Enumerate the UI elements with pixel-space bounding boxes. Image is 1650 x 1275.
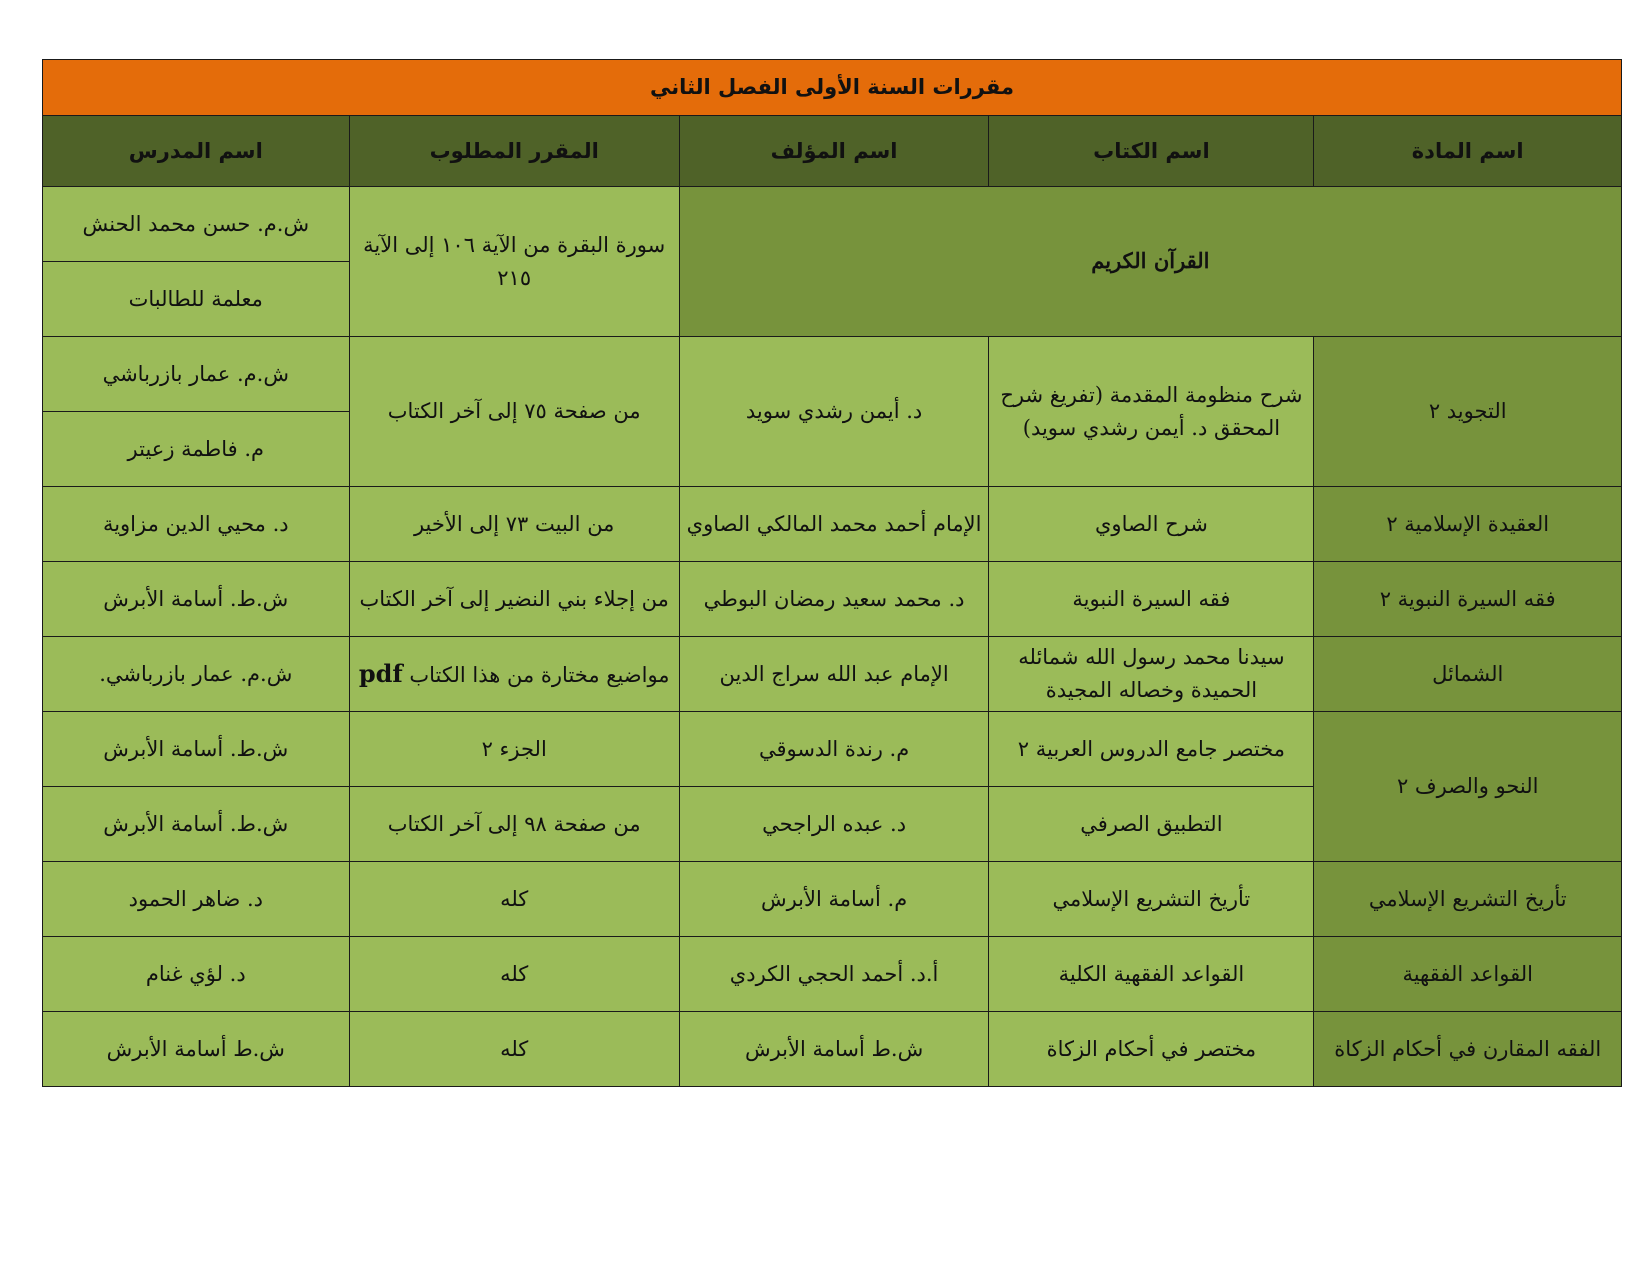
shamail-subject: الشمائل [1314,637,1622,712]
nahw-book-2: التطبيق الصرفي [989,787,1314,862]
quran-teacher-2: معلمة للطالبات [43,262,350,337]
table-row-qawaid [43,937,1622,1012]
shamail-required-text: مواضيع مختارة من هذا الكتاب [409,663,670,688]
zakat-teacher: ش.ط أسامة الأبرش [43,1012,350,1087]
header-required: المقرر المطلوب [349,116,679,187]
nahw-required-1: الجزء ٢ [349,712,679,787]
header-author: اسم المؤلف [679,116,989,187]
table-row-quran [43,187,1622,262]
header-subject: اسم المادة [1314,116,1622,187]
zakat-author: ش.ط أسامة الأبرش [679,1012,989,1087]
qawaid-author: أ.د. أحمد الحجي الكردي [679,937,989,1012]
tashree-book: تأريخ التشريع الإسلامي [989,862,1314,937]
seerah-book: فقه السيرة النبوية [989,562,1314,637]
shamail-author: الإمام عبد الله سراج الدين [679,637,989,712]
table-title: مقررات السنة الأولى الفصل الثاني [43,60,1622,116]
qawaid-required: كله [349,937,679,1012]
course-schedule [42,59,1622,1087]
seerah-subject: فقه السيرة النبوية ٢ [1314,562,1622,637]
table-row-shamail [43,637,1622,712]
nahw-book-1: مختصر جامع الدروس العربية ٢ [989,712,1314,787]
table-row-aqeedah [43,487,1622,562]
table-row-tashree [43,862,1622,937]
qawaid-teacher: د. لؤي غنام [43,937,350,1012]
shamail-book: سيدنا محمد رسول الله شمائله الحميدة وخصاله المجيدة [989,637,1314,712]
seerah-author: د. محمد سعيد رمضان البوطي [679,562,989,637]
tajweed-subject: التجويد ٢ [1314,337,1622,487]
tashree-teacher: د. ضاهر الحمود [43,862,350,937]
title-row [43,60,1622,116]
nahw-required-2: من صفحة ٩٨ إلى آخر الكتاب [349,787,679,862]
quran-required: سورة البقرة من الآية ١٠٦ إلى الآية ٢١٥ [349,187,679,337]
shamail-required-pdf: pdf [358,659,403,689]
header-book: اسم الكتاب [989,116,1314,187]
tajweed-book: شرح منظومة المقدمة (تفريغ شرح المحقق د. أيمن رشدي سويد) [989,337,1314,487]
shamail-required [349,637,679,712]
nahw-teacher-2: ش.ط. أسامة الأبرش [43,787,350,862]
zakat-subject: الفقه المقارن في أحكام الزكاة [1314,1012,1622,1087]
table-row-seerah [43,562,1622,637]
qawaid-book: القواعد الفقهية الكلية [989,937,1314,1012]
aqeedah-author: الإمام أحمد محمد المالكي الصاوي [679,487,989,562]
nahw-author-2: د. عبده الراجحي [679,787,989,862]
tajweed-required: من صفحة ٧٥ إلى آخر الكتاب [349,337,679,487]
header-row [43,116,1622,187]
aqeedah-required: من البيت ٧٣ إلى الأخير [349,487,679,562]
aqeedah-teacher: د. محيي الدين مزاوية [43,487,350,562]
header-teacher: اسم المدرس [43,116,350,187]
quran-label: القرآن الكريم [679,187,1621,337]
courses-table [42,59,1622,1087]
tajweed-author: د. أيمن رشدي سويد [679,337,989,487]
aqeedah-subject: العقيدة الإسلامية ٢ [1314,487,1622,562]
tashree-author: م. أسامة الأبرش [679,862,989,937]
table-row-nahw [43,712,1622,787]
zakat-book: مختصر في أحكام الزكاة [989,1012,1314,1087]
tashree-subject: تأريخ التشريع الإسلامي [1314,862,1622,937]
zakat-required: كله [349,1012,679,1087]
nahw-teacher-1: ش.ط. أسامة الأبرش [43,712,350,787]
tajweed-teacher-2: م. فاطمة زعيتر [43,412,350,487]
aqeedah-book: شرح الصاوي [989,487,1314,562]
tashree-required: كله [349,862,679,937]
nahw-subject: النحو والصرف ٢ [1314,712,1622,862]
qawaid-subject: القواعد الفقهية [1314,937,1622,1012]
quran-teacher-1: ش.م. حسن محمد الحنش [43,187,350,262]
nahw-author-1: م. رندة الدسوقي [679,712,989,787]
seerah-required: من إجلاء بني النضير إلى آخر الكتاب [349,562,679,637]
table-row-tajweed [43,337,1622,412]
seerah-teacher: ش.ط. أسامة الأبرش [43,562,350,637]
tajweed-teacher-1: ش.م. عمار بازرباشي [43,337,350,412]
table-row-zakat [43,1012,1622,1087]
shamail-teacher: ش.م. عمار بازرباشي. [43,637,350,712]
